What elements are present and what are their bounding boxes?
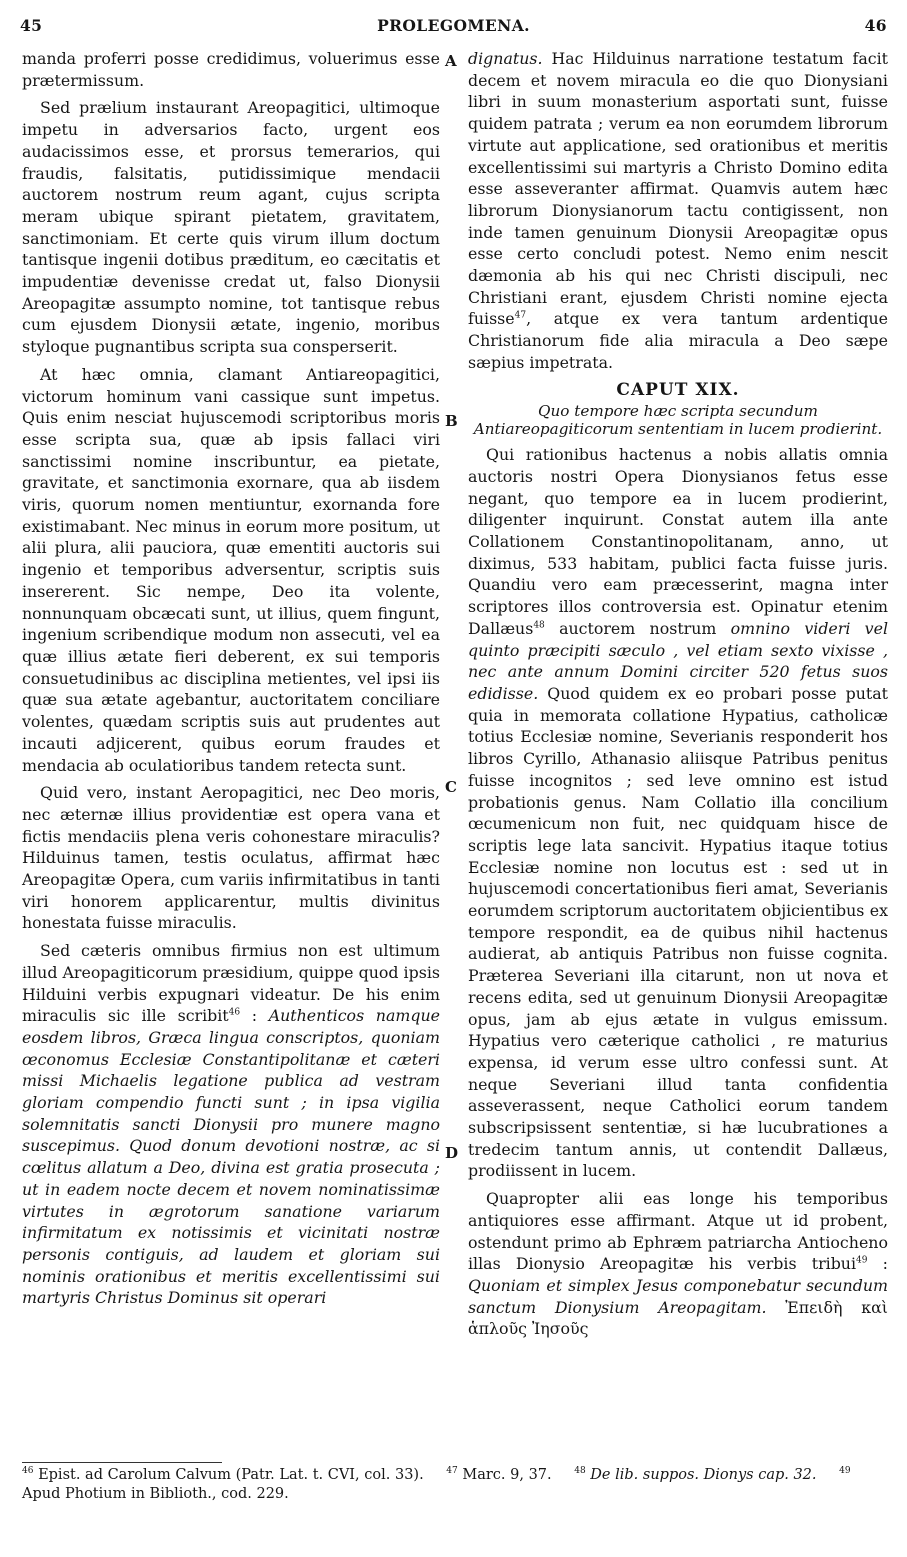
page-number-left: 45 <box>20 16 43 35</box>
footnote-ref: 48 <box>533 620 545 631</box>
footnote-number: 47 <box>446 1466 458 1477</box>
text-run-italic: dignatus. <box>468 49 543 68</box>
text-run: Quapropter alii eas longe his temporibus antiquiores esse affirmant. Atque ut id probent, ostendunt primo ab Ephræm patriarcha Antiocheno illas Dionysio Areopagitæ his verbis tribui <box>468 1189 888 1274</box>
right-column <box>468 48 888 1346</box>
text-run: : <box>867 1254 889 1274</box>
footnote-ref: 46 <box>228 1007 241 1018</box>
footnotes <box>22 1466 888 1504</box>
paragraph: Quid vero, instant Aeropagitici, nec Deo moris, nec æternæ illius providentiæ est opera vana et fictis mendaciis plena veris cohonestare miraculis? Hilduinus tamen, testis oculatus, affirmat hæc Areopagitæ Opera, cum variis infirmitatibus in tanti viri honorem applicarentur, multis divinitus honestata fuisse miraculis. <box>22 783 440 933</box>
paragraph: manda proferri posse credidimus, voluerimus esse prætermissum. <box>22 49 440 90</box>
margin-letter-d: D <box>445 1144 459 1162</box>
footnote-rule <box>22 1462 222 1463</box>
quotation-italic: omnino videri vel quinto præcipiti sæculo , vel etiam sexto vixisse , nec ante annum Domini circiter 520 fetus suos edidisse. <box>468 618 888 703</box>
footnote-text: Marc. 9, 37. <box>462 1467 552 1483</box>
margin-letter-a: A <box>445 52 457 70</box>
footnote-48 <box>574 1467 816 1483</box>
chapter-heading: CAPUT XIX. <box>616 379 740 400</box>
quotation-italic: Quoniam et simplex Jesus componebatur secundum sanctum Dionysium Areopagitam. <box>468 1275 888 1317</box>
footnote-line <box>22 1466 888 1504</box>
text-run: Hac Hilduinus narratione testatum facit decem et novem miracula eo die quo Dionysiani libri in suum monasterium asportati sunt, fuisse quidem patrata ; verum ea non eorumdem librorum virtute aut applicatione, sed orationibus et meritis excellentissimi sui martyris a Christo Domino edita esse asseveranter affirmat. Quamvis autem hæc librorum Dionysianorum tactu contigissent, non inde tamen genuinum Dionysii Areopagitæ opus esse certo concludi potest. Nemo enim nescit dæmonia ab his qui nec Christi discipuli, nec Christiani erant, ejusdem Christi nomine ejecta fuisse <box>468 49 888 329</box>
page-number-right: 46 <box>864 16 887 35</box>
quotation-italic: Authenticos namque eosdem libros, Græca lingua conscriptos, quoniam œconomus Ecclesiæ Constantipolitanæ et cæteri missi Michaelis legatione publica ad vestram gloriam compendio functi sunt ; in ipsa vigilia solemnitatis sancti Dionysii pro munere magno suscepimus. Quod donum devotioni nostræ, ac si cœlitus allatum a Deo, divina est gratia prosecuta ; ut in eadem nocte decem et novem nominatissimæ virtutes in ægrotorum sanatione variarum infirmitatum ex notissimis et vicinitati nostræ personis contiguis, ad laudem et gloriam sui nominis orationibus et meritis excellentissimi sui martyris Christus Dominus sit operari <box>22 1006 440 1308</box>
paragraph <box>468 444 888 1182</box>
text-run: auctorem nostrum <box>544 618 731 638</box>
paragraph: Sed prælium instaurant Areopagitici, ultimoque impetu in adversarios facto, urgent eos audacissimos esse, et prorsus temerarios, qui fraudis, falsitatis, putidissimique mendacii auctorem nostrum reum agant, cujus scripta meram ubique spirant pietatem, gravitatem, sanctimoniam. Et certe quis virum illum doctum tantisque ingenii dotibus præditum, eo cæcitatis et impudentiæ devenisse credat ut, falso Dionysii Areopagitæ assumpto nomine, tot tantisque rebus cum ejusdem Dionysii ætate, ingenio, moribus styloque pugnantibus scripta sua consperserit. <box>22 98 440 357</box>
paragraph <box>468 48 888 374</box>
left-column <box>22 48 440 1315</box>
footnote-46 <box>22 1467 424 1483</box>
running-head <box>20 16 887 40</box>
paragraph <box>468 1188 888 1340</box>
text-run: Quod quidem ex eo probari posse putat quia in memorata collatione Hypatius, catholicæ totius Ecclesiæ nomine, Severianis responderit hos libros Cyrillo, Athanasio aliisque Patribus penitus fuisse incognitos ; sed leve omnino est istud probationis genus. Nam Collatio illa concilium œcumenicum non fuit, nec quidquam hisce de scriptis lege lata sancivit. Hypatius itaque totius Ecclesiæ nomine non locutus est : sed ut in hujuscemodi concertationibus fieri amat, Severianis eorumdem scriptorum auctoritatem objicientibus ex tempore respondit, ea de quibus nihil hactenus audierat, ab antiquis Patribus non fuisse cognita. Præterea Severiani illa citarunt, non ut nova et recens edita, sed ut genuinum Dionysii Areopagitæ opus, jam ab ejus ætate in vulgus emissum. Hypatius vero cæterique catholici , re maturius expensa, id verum esse ultro confessi sunt. At neque Severiani illud tanta confidentia asseverassent, neque Catholici eorum tandem subscripsissent sententiæ, si hæ lucubrationes a tredecim tantum annis, ut contendit Dallæus, prodiissent in lucem. <box>468 683 888 1181</box>
text-run: Qui rationibus hactenus a nobis allatis omnia auctoris nostri Opera Dionysianos fetus esse negant, quo tempore ea in lucem prodierint, diligenter inquirunt. Constat autem illa ante Collationem Constantinopolitanam, anno, ut diximus, 533 habitam, publici facta fuisse juris. Quandiu vero eam præcesserint, magna inter scriptores illos controversia est. Opinatur etenim Dallæus <box>468 445 888 638</box>
footnote-number: 49 <box>839 1466 851 1477</box>
running-title: PROLEGOMENA. <box>377 16 530 35</box>
footnote-47 <box>446 1467 551 1483</box>
text-run: , atque ex vera tantum ardentique Christianorum fide alia miracula a Deo sæpe sæpius impetrata. <box>468 309 888 372</box>
text-run: : <box>240 1006 269 1026</box>
margin-letter-b: B <box>445 412 458 430</box>
paragraph: At hæc omnia, clamant Antiareopagitici, victorum hominum vani cassique sunt impetus. Quis enim nesciat hujuscemodi scriptoribus moris esse scripta sua, quæ ab ipsis fallaci viri sanctissimi nomine inscribuntur, ea pietate, gravitate, et sanctimonia exornare, qua ab iisdem viris, quorum nomen mentiuntur, exornanda fore existimabant. Nec minus in eorum more positum, ut alii plura, alii pauciora, quæ ementiti auctoris sui ingenio et temporibus adversentur, scriptis suis insererent. Sic nempe, Deo ita volente, nonnunquam obcæcati sunt, ut illius, quem fingunt, ingenium scribendique modum non assecuti, vel ea quæ illius ætate fieri deberent, ex sui temporis consuetudinibus ac disciplina metientes, vel ipsi iis quæ sua ætate agebantur, auctoritatem conciliare volentes, quædam scriptis suis aut prudentes aut incauti adjicerent, quibus eorum fraudes et mendacia ab oculatioribus tandem retecta sunt. <box>22 364 440 775</box>
footnote-text: Epist. ad Carolum Calvum (Patr. Lat. t. CVI, col. 33). <box>38 1467 424 1483</box>
footnote-text: De lib. suppos. Dionys cap. 32. <box>590 1467 817 1483</box>
text-run: Sed cæteris omnibus firmius non est ultimum illud Areopagiticorum præsidium, quippe quod ipsis Hilduini verbis expugnari videatur. De his enim miraculis sic ille scribit <box>22 941 440 1026</box>
footnote-number: 48 <box>574 1466 586 1477</box>
footnote-number: 46 <box>22 1466 34 1477</box>
footnote-ref: 49 <box>856 1256 868 1266</box>
margin-letter-c: C <box>445 778 457 796</box>
greek-text: Ἐπειδὴ καὶ ἁπλοῦς Ἰησοῦς <box>468 1297 888 1339</box>
footnote-ref: 47 <box>514 311 527 322</box>
footnote-text: Apud Photium in Biblioth., cod. 229. <box>22 1486 289 1502</box>
paragraph <box>22 940 440 1309</box>
chapter-subtitle: Quo tempore hæc scripta secundum Antiareopagiticorum sententiam in lucem prodierint. <box>473 402 883 438</box>
